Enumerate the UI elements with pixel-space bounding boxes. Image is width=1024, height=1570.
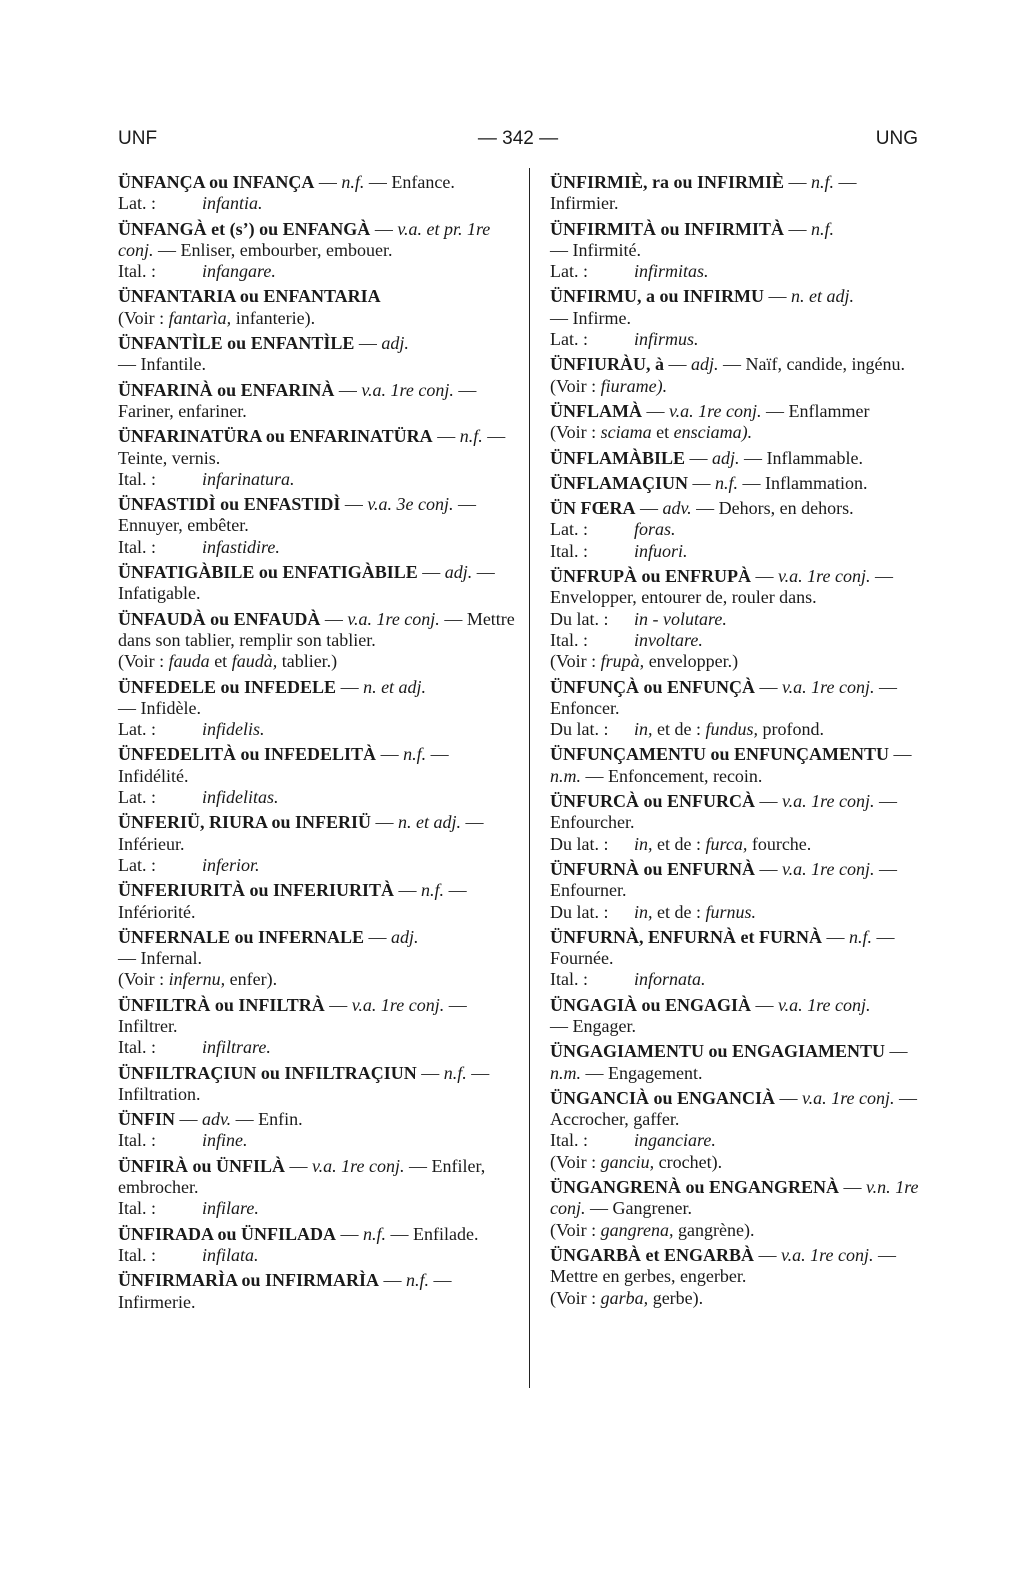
dictionary-entry: ÜNFIRMIÈ, ra ou INFIRMIÈ — n.f. — Infirmier. — [550, 172, 857, 214]
dictionary-entry: ÜNFUNÇAMENTU ou ENFUNÇAMENTU — n.m. — Enfoncement, recoin. — [550, 744, 912, 786]
conjugation: 1re conj. — [341, 1155, 405, 1176]
definition: Teinte, vernis. — [118, 447, 221, 468]
dictionary-entry: ÜNFURNÀ, ENFURNÀ et FURNÀ — n.f. — Fournée. Ital. : infornata. — [550, 926, 895, 990]
headword: ÜNFUNÇÀ ou ENFUNÇÀ — [550, 676, 755, 697]
part-of-speech: n.f. — [848, 926, 872, 947]
etymology: infuori. — [634, 540, 688, 561]
see-also-term: sciama — [600, 422, 652, 443]
etymology-label: Lat. : — [118, 719, 156, 740]
dictionary-entry: ÜNFIRADA ou ÜNFILADA — n.f. — Enfilade. Ital. : infilata. — [118, 1223, 479, 1265]
headword: ÜNGAGIÀ ou ENGAGIÀ — [550, 994, 752, 1015]
definition: Enfin. — [258, 1109, 303, 1130]
headword: ÜN FŒRA — [550, 498, 636, 519]
part-of-speech: n. et adj. — [363, 676, 427, 697]
see-also-prefix: (Voir : — [550, 375, 597, 396]
headword: ÜNFIURÀU, à — [550, 354, 664, 375]
conjugation: 1re conj. — [390, 379, 454, 400]
headword: ÜNFARINÀ ou ENFARINÀ — [118, 379, 335, 400]
headword: ÜNFLAMÀ — [550, 400, 642, 421]
etymology-term: in, — [634, 833, 653, 854]
etymology: infastidire. — [202, 536, 280, 557]
definition: Infantile. — [140, 354, 206, 375]
etymology-label: Ital. : — [118, 261, 156, 282]
headword: ÜNFRUPÀ ou ENFRUPÀ — [550, 566, 751, 587]
headword: ÜNFARINATÜRA ou ENFARINATÜRA — [118, 426, 433, 447]
dictionary-entry: ÜNFLAMAÇIUN — n.f. — Inflammation. — [550, 472, 868, 493]
etymology: infilare. — [202, 1198, 259, 1219]
etymology-label: Lat. : — [118, 193, 156, 214]
definition: Inflammable. — [766, 447, 863, 468]
etymology-label: Lat. : — [550, 261, 588, 282]
part-of-speech: adj. — [444, 562, 473, 583]
etymology-label: Du lat. : — [550, 833, 609, 854]
definition: Enfourcher. — [550, 812, 635, 833]
headword: ÜNFURNÀ, ENFURNÀ et FURNÀ — [550, 926, 822, 947]
see-also-term: gangrena, — [600, 1219, 674, 1240]
headword: ÜNFILTRÀ ou INFILTRÀ — [118, 994, 325, 1015]
part-of-speech: adj. — [381, 333, 409, 354]
etymology-term: in, — [634, 901, 653, 922]
dictionary-entry: ÜNFURCÀ ou ENFURCÀ — v.a. 1re conj. — Enfourcher. Du lat. : in, et de : furca, fourche. — [550, 791, 897, 854]
etymology-label: Ital. : — [118, 1037, 156, 1058]
dictionary-entry: ÜNFANGÀ et (s’) ou ENFANGÀ — v.a. et pr. 1re conj. — Enliser, embourber, embouer. Ital. : infangare. — [118, 218, 491, 282]
etymology: infiltrare. — [202, 1037, 271, 1058]
running-header — [118, 128, 918, 158]
header-left-guideword: UNF — [118, 128, 158, 149]
dictionary-entry: ÜNFAUDÀ ou ENFAUDÀ — v.a. 1re conj. — Mettre dans son tablier, remplir son tablier. (Voir : fauda et faudà, tablier.) — [118, 608, 515, 672]
etymology-label: Ital. : — [550, 540, 588, 561]
definition: Mettre en gerbes, engerber. — [550, 1266, 747, 1287]
dictionary-entry: ÜNFATIGÀBILE ou ENFATIGÀBILE — adj. — Infatigable. — [118, 562, 495, 604]
definition: Infatigable. — [118, 583, 201, 604]
etymology: infangare. — [202, 261, 276, 282]
headword: ÜNFERNALE ou INFERNALE — [118, 926, 365, 947]
dictionary-entry: ÜNFIRÀ ou ÜNFILÀ — v.a. 1re conj. — Enfiler, embrocher. Ital. : infilare. — [118, 1155, 486, 1219]
definition: Infirmité. — [572, 239, 641, 260]
dictionary-entry: ÜNFARINATÜRA ou ENFARINATÜRA — n.f. — Teinte, vernis. Ital. : infarinatura. — [118, 426, 506, 489]
etymology: infarinatura. — [202, 468, 295, 489]
etymology: inferior. — [202, 854, 260, 875]
etymology-label: Ital. : — [550, 969, 588, 990]
conjugation: 1re conj. — [811, 858, 875, 879]
part-of-speech: n.f. — [403, 744, 427, 765]
headword: ÜNFUNÇAMENTU ou ENFUNÇAMENTU — [550, 744, 889, 765]
see-also-term: infernu, — [168, 969, 226, 990]
page-number: — 342 — — [477, 128, 559, 149]
definition: Infirme. — [572, 307, 631, 328]
see-also-gloss: tablier.) — [281, 651, 338, 672]
part-of-speech: v.n. — [866, 1177, 891, 1198]
etymology-term-2: furca, — [705, 833, 748, 854]
see-also-term: frupà, — [600, 651, 645, 672]
definition: Inférieur. — [118, 833, 185, 854]
see-also-prefix: (Voir : — [550, 651, 597, 672]
part-of-speech: n.f. — [363, 1223, 387, 1244]
headword: ÜNFURCÀ ou ENFURCÀ — [550, 791, 755, 812]
definition: Ennuyer, embêter. — [118, 515, 249, 536]
headword: ÜNFURNÀ ou ENFURNÀ — [550, 858, 755, 879]
part-of-speech: adv. — [662, 498, 692, 519]
etymology-label: Ital. : — [118, 468, 156, 489]
see-also-gloss: gerbe). — [652, 1287, 704, 1308]
dictionary-entry: ÜNFERIURITÀ ou INFERIURITÀ — n.f. — Infériorité. — [118, 880, 467, 922]
right-column — [550, 172, 922, 1313]
conjugation: 1re conj. — [698, 400, 762, 421]
etymology: infirmitas. — [634, 261, 709, 282]
see-also-term: fantarìa, — [168, 307, 232, 328]
etymology-label: Ital. : — [118, 1244, 156, 1265]
part-of-speech: n.f. — [421, 880, 445, 901]
part-of-speech: adv. — [202, 1109, 232, 1130]
etymology: infine. — [202, 1130, 248, 1151]
definition: Envelopper, entourer de, rouler dans. — [550, 587, 817, 608]
dictionary-entry: ÜNFARINÀ ou ENFARINÀ — v.a. 1re conj. — Fariner, enfariner. — [118, 379, 477, 421]
part-of-speech: adj. — [391, 926, 419, 947]
etymology-label: Ital. : — [118, 536, 156, 557]
part-of-speech: n.f. — [811, 172, 835, 192]
dictionary-entry: ÜNFIN — adv. — Enfin. Ital. : infine. — [118, 1109, 303, 1151]
etymology-gloss: fourche. — [751, 833, 812, 854]
part-of-speech: n.f. — [811, 218, 835, 239]
dictionary-entry: ÜNGARBÀ et ENGARBÀ — v.a. 1re conj. — Mettre en gerbes, engerber. (Voir : garba, gerbe). — [550, 1244, 896, 1308]
etymology-label: Du lat. : — [550, 719, 609, 740]
dictionary-entry: ÜNFIRMARÌA ou INFIRMARÌA — n.f. — Infirmerie. — [118, 1270, 452, 1312]
dictionary-entry: ÜNFUNÇÀ ou ENFUNÇÀ — v.a. 1re conj. — Enfoncer. Du lat. : in, et de : fundus, profond. — [550, 676, 897, 740]
part-of-speech: n.m. — [550, 1062, 581, 1083]
see-also-prefix: (Voir : — [550, 1151, 597, 1172]
etymology-label: Ital. : — [118, 1130, 156, 1151]
part-of-speech: adj. — [691, 354, 719, 375]
headword: ÜNFIRMARÌA ou INFIRMARÌA — [118, 1270, 379, 1291]
definition: Enfourner. — [550, 880, 627, 901]
headword: ÜNFLAMAÇIUN — [550, 472, 688, 493]
dictionary-entry: ÜNFLAMÀBILE — adj. — Inflammable. — [550, 447, 863, 468]
definition: Dehors, en dehors. — [718, 498, 854, 519]
definition: Inflammation. — [765, 472, 868, 493]
etymology-term: in, — [634, 719, 653, 740]
part-of-speech: v.a. — [782, 676, 807, 697]
etymology: infantia. — [202, 193, 263, 214]
definition: Enfiler, embrocher. — [118, 1155, 486, 1198]
conjugation: 1re conj. — [550, 1177, 919, 1219]
headword: ÜNFIRÀ ou ÜNFILÀ — [118, 1155, 286, 1176]
part-of-speech: adj. — [712, 447, 740, 468]
etymology: foras. — [634, 519, 676, 540]
etymology-label: Lat. : — [550, 519, 588, 540]
see-also-gloss: gangrène). — [678, 1219, 755, 1240]
definition: Infiltration. — [118, 1083, 201, 1104]
conjugation: 1re conj. — [810, 1244, 874, 1265]
dictionary-entry: ÜNFANTÌLE ou ENFANTÌLE — adj. — Infantile. — [118, 333, 409, 375]
etymology-connector: et de : — [657, 833, 701, 854]
etymology: in - volutare. — [634, 608, 727, 629]
etymology-connector: et de : — [657, 719, 701, 740]
part-of-speech: v.a. — [802, 1087, 827, 1108]
see-also-prefix: (Voir : — [118, 969, 165, 990]
part-of-speech: n.f. — [406, 1270, 430, 1291]
dictionary-entry: ÜNFIRMU, a ou INFIRMU — n. et adj. — Infirme. Lat. : infirmus. — [550, 286, 854, 350]
part-of-speech: v.a. — [781, 1244, 806, 1265]
definition: Enliser, embourber, embouer. — [180, 239, 393, 260]
etymology: infilata. — [202, 1244, 259, 1265]
definition: Gangrener. — [612, 1198, 692, 1219]
etymology-label: Lat. : — [118, 787, 156, 808]
see-also-prefix: (Voir : — [118, 651, 165, 672]
conjugation: 1re conj. — [807, 994, 871, 1015]
dictionary-entry: ÜNGAGIÀ ou ENGAGIÀ — v.a. 1re conj. — Engager. — [550, 994, 871, 1036]
etymology: inganciare. — [634, 1130, 716, 1151]
dictionary-entry: ÜNFILTRAÇIUN ou INFILTRAÇIUN — n.f. — Infiltration. — [118, 1062, 490, 1104]
headword: ÜNFERIURITÀ ou INFERIURITÀ — [118, 880, 395, 901]
etymology-gloss: profond. — [762, 719, 825, 740]
see-also-gloss: envelopper.) — [648, 651, 739, 672]
see-also-gloss: enfer). — [229, 969, 278, 990]
conjugation: 1re conj. — [376, 608, 440, 629]
etymology-label: Du lat. : — [550, 901, 609, 922]
dictionary-entry: ÜNFERNALE ou INFERNALE — adj. — Infernal. (Voir : infernu, enfer). — [118, 926, 419, 990]
part-of-speech: n.f. — [459, 426, 483, 447]
etymology-term-2: furnus. — [705, 901, 757, 922]
see-also-term-2: faudà, — [231, 651, 278, 672]
headword: ÜNFIN — [118, 1109, 175, 1130]
definition: Enfance. — [391, 172, 455, 192]
etymology: infidelis. — [202, 719, 265, 740]
part-of-speech: v.a. — [312, 1155, 337, 1176]
definition: Mettre dans son tablier, remplir son tablier. — [118, 608, 515, 650]
part-of-speech: v.a. — [361, 379, 386, 400]
part-of-speech: n. et adj. — [398, 812, 462, 833]
conjugation: 1re conj. — [811, 676, 875, 697]
see-also-gloss: infanterie). — [235, 307, 316, 328]
headword: ÜNFIRMIÈ, ra ou INFIRMIÈ — [550, 172, 784, 192]
definition: Fournée. — [550, 948, 614, 969]
see-also-term: fauda — [168, 651, 210, 672]
see-also-gloss: crochet). — [658, 1151, 723, 1172]
part-of-speech: v.a. — [782, 791, 807, 812]
definition: Fariner, enfariner. — [118, 400, 247, 421]
headword: ÜNFIRADA ou ÜNFILADA — [118, 1223, 337, 1244]
dictionary-entry: ÜNFEDELITÀ ou INFEDELITÀ — n.f. — Infidélité. Lat. : infidelitas. — [118, 744, 449, 808]
definition: Infiltrer. — [118, 1015, 178, 1036]
conjugation: 1re conj. — [118, 218, 491, 260]
etymology-label: Ital. : — [118, 1198, 156, 1219]
see-also-prefix: (Voir : — [550, 1219, 597, 1240]
see-also-connector: et — [214, 651, 228, 672]
headword: ÜNFANÇA ou INFANÇA — [118, 172, 315, 192]
etymology: infirmus. — [634, 329, 699, 350]
headword: ÜNFASTIDÌ ou ENFASTIDÌ — [118, 494, 341, 515]
conjugation: 1re conj. — [380, 994, 445, 1015]
dictionary-entry: ÜN FŒRA — adv. — Dehors, en dehors. Lat. : foras. Ital. : infuori. — [550, 498, 854, 561]
dictionary-entry: ÜNFANÇA ou INFANÇA — n.f. — Enfance. Lat. : infantia. — [118, 172, 455, 214]
headword: ÜNGANGRENÀ ou ENGANGRENÀ — [550, 1177, 840, 1198]
headword: ÜNFILTRAÇIUN ou INFILTRAÇIUN — [118, 1062, 417, 1083]
etymology-label: Lat. : — [550, 329, 588, 350]
definition: Infirmier. — [550, 193, 619, 214]
see-also-prefix: (Voir : — [550, 422, 597, 443]
dictionary-entry: ÜNFIURÀU, à — adj. — Naïf, candide, ingénu. (Voir : fiurame). — [550, 354, 905, 396]
part-of-speech: v.a. — [778, 994, 803, 1015]
headword: ÜNFIRMU, a ou INFIRMU — [550, 286, 764, 307]
headword: ÜNFANTÌLE ou ENFANTÌLE — [118, 333, 355, 354]
etymology-label: Lat. : — [118, 854, 156, 875]
definition: Enfilade. — [413, 1223, 479, 1244]
headword: ÜNFEDELITÀ ou INFEDELITÀ — [118, 744, 377, 765]
etymology: infornata. — [634, 969, 706, 990]
see-also-prefix: (Voir : — [550, 1287, 597, 1308]
headword: ÜNFLAMÀBILE — [550, 447, 686, 468]
headword: ÜNGANCIÀ ou ENGANCIÀ — [550, 1087, 776, 1108]
conjugation: 1re conj. — [807, 566, 871, 587]
definition: Engager. — [572, 1015, 636, 1036]
etymology-connector: et de : — [657, 901, 701, 922]
dictionary-entry: ÜNFEDELE ou INFEDELE — n. et adj. — Infidèle. Lat. : infidelis. — [118, 676, 427, 740]
dictionary-entry: ÜNFIRMITÀ ou INFIRMITÀ — n.f. — Infirmité. Lat. : infirmitas. — [550, 218, 835, 282]
conjugation: 1re conj. — [811, 791, 875, 812]
header-right-guideword: UNG — [875, 128, 918, 149]
dictionary-entry: ÜNFERIÜ, RIURA ou INFERIÜ — n. et adj. — Inférieur. Lat. : inferior. — [118, 812, 484, 875]
dictionary-entry: ÜNFRUPÀ ou ENFRUPÀ — v.a. 1re conj. — Envelopper, entourer de, rouler dans. Du lat. : in - volutare. Ital. : involtare. (Voir : frupà, envelopper.) — [550, 566, 893, 672]
see-also-term-2: ensciama). — [673, 422, 753, 443]
headword: ÜNFIRMITÀ ou INFIRMITÀ — [550, 218, 785, 239]
part-of-speech: v.a. — [351, 994, 377, 1015]
headword: ÜNFANTARIA ou ENFANTARIA — [118, 286, 381, 307]
headword: ÜNFEDELE ou INFEDELE — [118, 676, 337, 697]
definition: Accrocher, gaffer. — [550, 1109, 680, 1130]
dictionary-entry: ÜNGANGRENÀ ou ENGANGRENÀ — v.n. 1re conj. — Gangrener. (Voir : gangrena, gangrène). — [550, 1177, 919, 1240]
see-also-term: fiurame). — [600, 375, 668, 396]
definition: Enfoncement, recoin. — [608, 765, 763, 786]
see-also-term: garba, — [600, 1287, 649, 1308]
definition: Enfoncer. — [550, 697, 620, 718]
definition: Engagement. — [608, 1062, 703, 1083]
definition: Enflammer — [788, 400, 870, 421]
definition: Infirmerie. — [118, 1291, 196, 1312]
definition: Infidèle. — [140, 697, 201, 718]
part-of-speech: n.f. — [715, 472, 739, 493]
etymology-label: Du lat. : — [550, 608, 609, 629]
dictionary-entry: ÜNFASTIDÌ ou ENFASTIDÌ — v.a. 3e conj. — Ennuyer, embêter. Ital. : infastidire. — [118, 494, 477, 557]
headword: ÜNFANGÀ et (s’) ou ENFANGÀ — [118, 218, 371, 239]
definition: Naïf, candide, ingénu. — [745, 354, 905, 375]
part-of-speech: v.a. — [669, 400, 694, 421]
part-of-speech: n.m. — [550, 765, 581, 786]
dictionary-entry: ÜNGAGIAMENTU ou ENGAGIAMENTU — n.m. — Engagement. — [550, 1041, 908, 1083]
definition: Infidélité. — [118, 765, 189, 786]
headword: ÜNGARBÀ et ENGARBÀ — [550, 1244, 754, 1265]
part-of-speech: n.f. — [443, 1062, 467, 1083]
see-also-connector: et — [656, 422, 670, 443]
part-of-speech: v.a. et pr. — [397, 218, 463, 239]
column-divider — [529, 168, 530, 1388]
dictionary-entry: ÜNGANCIÀ ou ENGANCIÀ — v.a. 1re conj. — Accrocher, gaffer. Ital. : inganciare. (Voir : ganciu, crochet). — [550, 1087, 918, 1172]
left-column — [118, 172, 520, 1317]
conjugation: 3e conj. — [396, 494, 454, 515]
headword: ÜNFERIÜ, RIURA ou INFERIÜ — [118, 812, 372, 833]
part-of-speech: v.a. — [347, 608, 372, 629]
headword: ÜNFATIGÀBILE ou ENFATIGÀBILE — [118, 562, 418, 583]
etymology: infidelitas. — [202, 787, 279, 808]
headword: ÜNGAGIAMENTU ou ENGAGIAMENTU — [550, 1041, 886, 1062]
etymology-label: Ital. : — [550, 629, 588, 650]
etymology: involtare. — [634, 629, 703, 650]
conjugation: 1re conj. — [831, 1087, 895, 1108]
headword: ÜNFAUDÀ ou ENFAUDÀ — [118, 608, 321, 629]
dictionary-entry: ÜNFURNÀ ou ENFURNÀ — v.a. 1re conj. — Enfourner. Du lat. : in, et de : furnus. — [550, 858, 897, 922]
part-of-speech: v.a. — [367, 494, 393, 515]
etymology-label: Ital. : — [550, 1130, 588, 1151]
definition: Infériorité. — [118, 901, 196, 922]
see-also-term: ganciu, — [600, 1151, 655, 1172]
dictionary-entry — [118, 286, 520, 329]
part-of-speech: n.f. — [341, 172, 365, 192]
part-of-speech: v.a. — [782, 858, 807, 879]
see-also-prefix: (Voir : — [118, 307, 165, 328]
part-of-speech: v.a. — [778, 566, 803, 587]
part-of-speech: n. et adj. — [791, 286, 854, 307]
dictionary-entry: ÜNFLAMÀ — v.a. 1re conj. — Enflammer (Voir : sciama et ensciama). — [550, 400, 870, 443]
dictionary-entry: ÜNFILTRÀ ou INFILTRÀ — v.a. 1re conj. — Infiltrer. Ital. : infiltrare. — [118, 994, 467, 1058]
definition: Infernal. — [140, 948, 202, 969]
etymology-term-2: fundus, — [705, 719, 759, 740]
